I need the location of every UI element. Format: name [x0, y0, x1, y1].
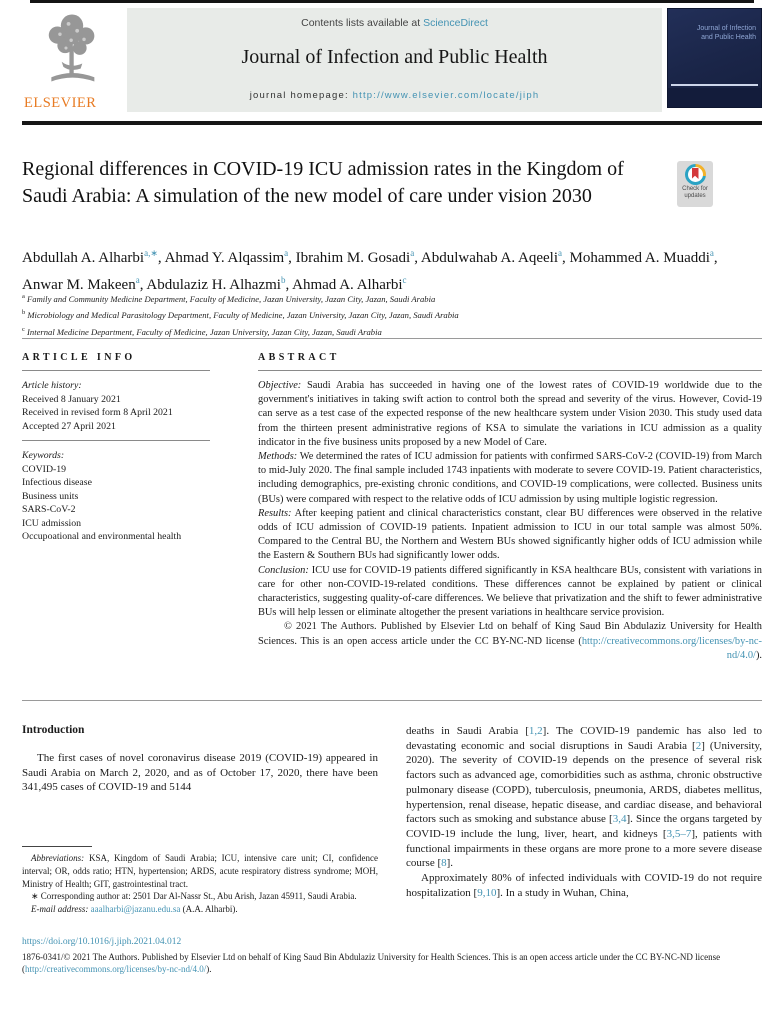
inline-link[interactable]: 3,4 — [612, 813, 627, 826]
text-segment: ] (University, 2020). The severity of COVID-19 depends on the presence of several risk factors such as advanced age, comorbidities such as asthma, chronic obstructive pulmonary disease (COPD), tuberculosis, pneumonia, ARDS, diabetes mellitus, hypertension, renal disease, hepatic disease, and cardiac disease, and behavioral factors such as smoking and substance abuse [ — [406, 739, 762, 826]
divider — [22, 700, 762, 701]
first-page-footnote — [22, 846, 378, 916]
abstract-section: Objective: Saudi Arabia has succeeded in having one of the lowest rates of COVID-19 worldwide due to the government's initiatives in taking swift action to control both the spread and severity of the virus. However, Covid-19 can serve as a test case of the expected response of the new healthcare system under Vision 2030. This study used data from the thirteen present administrative regions of KSA to simulate the variations in ICU admission as a quality indicator in the five business units proposed by a new Model of Care. — [258, 380, 762, 448]
masthead-center-panel — [127, 8, 662, 112]
introduction-heading: Introduction — [22, 724, 85, 736]
abstract-section-label: Methods: — [258, 451, 298, 463]
author-name: Ahmad Y. Alqassim — [164, 250, 285, 266]
journal-title: Journal of Infection and Public Health — [241, 46, 548, 68]
divider — [258, 370, 762, 371]
author-name: Mohammed A. Muaddi — [569, 250, 710, 266]
cover-divider — [671, 84, 758, 86]
inline-link[interactable]: 1,2 — [528, 725, 543, 737]
affiliation: $^c$ Internal Medicine Department, Faculty of Medicine, Jazan University, Jazan City, Jazan, Saudi Arabia — [22, 325, 382, 337]
author-name: Abdulaziz H. Alhazmi — [146, 277, 281, 293]
abstract-copyright — [258, 620, 762, 663]
text-segment: E-mail address: — [31, 904, 91, 915]
contents-line — [127, 8, 662, 29]
abstract-section-label: Objective: — [258, 380, 302, 391]
body-right-column — [406, 724, 762, 900]
author-affiliation-ref[interactable]: a — [284, 248, 289, 258]
list-item: Business units — [22, 490, 79, 502]
divider — [30, 0, 754, 3]
author-affiliation-ref[interactable]: b — [280, 275, 286, 285]
article-title: Regional differences in COVID-19 ICU admission rates in the Kingdom of Saudi Arabia: A simulation of the new model of care under vision 2030 — [22, 158, 624, 207]
author-affiliation-ref[interactable]: c — [402, 275, 407, 285]
text-segment: Approximately 80% of infected individuals with COVID-19 do not require hospitalization [ — [406, 872, 762, 899]
abstract-section-label: Results: — [258, 507, 292, 519]
divider — [22, 440, 210, 441]
intro-paragraph-continued — [406, 724, 762, 871]
homepage-prefix: journal homepage: — [249, 90, 353, 101]
text-segment: deaths in Saudi Arabia [ — [406, 725, 529, 737]
text-segment: KSA, Kingdom of Saudi Arabia; ICU, intensive care unit; CI, confidence interval; OR, odds ratio; HTN, hypertension; ARDS, acute respiratory distress syndrome; MOH, Ministry of Health; GIT, gastrointestinal tract. — [22, 853, 378, 889]
crossmark-icon — [685, 164, 706, 185]
author-name: Abdulwahab A. Aqeeli — [420, 250, 558, 266]
list-item: Infectious disease — [22, 477, 92, 488]
list-item: COVID-19 — [22, 463, 67, 475]
doi-link[interactable]: https://doi.org/10.1016/j.jiph.2021.04.012 — [22, 937, 182, 947]
authors-line: Abdullah A. Alharbi$^{a,∗}$, Ahmad Y. Alqassim$^a$, Ibrahim M. Gosadi$^a$, Abdulwahab A. Aqeeli$^a$, Mohammed A. Muaddi$^a$, Anwar M. Makeen$^a$, Abdulaziz H. Alhazmi$^b$, Ahmad A. Alharbi$^c$ — [22, 248, 718, 293]
affiliation-marker: c — [22, 325, 25, 333]
elsevier-tree-icon — [29, 8, 115, 88]
inline-link[interactable]: 3,5–7 — [666, 827, 692, 840]
sciencedirect-link[interactable]: ScienceDirect — [423, 17, 488, 29]
article-info-column — [22, 352, 210, 663]
list-item: Accepted 27 April 2021 — [22, 420, 116, 432]
text-segment: Abbreviations: — [31, 853, 85, 863]
journal-cover-thumbnail — [667, 8, 762, 108]
abstract-heading: ABSTRACT — [258, 352, 340, 363]
inline-link[interactable]: aaalharbi@jazanu.edu.sa — [90, 904, 181, 915]
issn-copyright-line — [22, 951, 762, 975]
author-affiliation-ref[interactable]: a,∗ — [144, 248, 158, 258]
keywords-list — [22, 463, 210, 544]
keywords-label: Keywords: — [22, 450, 65, 461]
article-info-heading: ARTICLE INFO — [22, 352, 136, 363]
affiliation-marker: b — [22, 309, 26, 317]
abstract-column — [258, 352, 762, 663]
inline-link[interactable]: http://creativecommons.org/licenses/by-nc-nd/4.0/ — [25, 964, 207, 974]
list-item: Occupoational and environmental health — [22, 531, 182, 542]
text-segment: ]. Since the organs targeted by COVID-19 include the lung, liver, heart, and kidneys [ — [406, 813, 762, 840]
abstract-section: Results: After keeping patient and clinical characteristics constant, clear BU differences were observed in the relative odds of ICU admission of COVID-19 patients. Inpatient admission to ICU in our total sample was almost 50%. Compared to the Central BU, the Northern and Western BUs showed significantly higher odds of ICU admission while the Eastern & Southern BUs had significantly lower odds. — [258, 507, 762, 562]
author-affiliation-ref[interactable]: a — [709, 248, 714, 258]
affiliation-marker: a — [22, 293, 25, 300]
inline-link[interactable]: 8 — [441, 857, 447, 870]
divider — [22, 370, 210, 371]
abstract-section-label: Conclusion: — [258, 564, 309, 576]
author-name: Ahmad A. Alharbi — [292, 277, 403, 293]
text-segment: ]. In a study in Wuhan, China, — [496, 886, 629, 899]
text-segment: ], patients with functional impairments in these organs are more prone to a more severe disease course [ — [406, 827, 762, 870]
author-name: Abdullah A. Alharbi — [22, 250, 145, 266]
list-item: ICU admission — [22, 517, 82, 529]
elsevier-logo — [22, 8, 122, 112]
affiliations — [22, 290, 722, 339]
page-footer — [22, 936, 762, 975]
elsevier-wordmark: ELSEVIER — [24, 95, 97, 111]
list-item: SARS-CoV-2 — [22, 504, 76, 515]
corresponding-author-note — [22, 890, 378, 903]
intro-paragraph: The first cases of novel coronavirus disease 2019 (COVID-19) appeared in Saudi Arabia on March 2, 2020, and as of October 17, 2020, there have been 341,495 cases of COVID-19 and 5144 — [22, 752, 378, 794]
contents-prefix: Contents lists available at — [301, 17, 424, 29]
abstract-section: Methods: We determined the rates of ICU admission for patients with confirmed SARS-CoV-2 (COVID-19) from March to mid-July 2020. The final sample included 1743 inpatients with moderate to severe COVID-19. Patient characteristics, including demographics, pre-existing chronic conditions, and COVID-19 complications, were collected. Business units (BUs) were compared with respect to the relative odds of ICU admission by using multiple logistic regression. — [258, 451, 762, 505]
text-segment: (A.A. Alharbi). — [180, 904, 238, 915]
list-item: Received 8 January 2021 — [22, 393, 121, 405]
author-affiliation-ref[interactable]: a — [410, 248, 415, 258]
text-segment: ]. — [446, 857, 454, 870]
text-segment: 1876-0341/© 2021 The Authors. Published by Elsevier Ltd on behalf of King Saud Bin Abdulaziz University for Health Sciences. This is an open access article under the CC BY-NC-ND license ( — [22, 952, 721, 974]
history-label: Article history: — [22, 380, 82, 391]
divider — [22, 121, 762, 125]
author-affiliation-ref[interactable]: a — [557, 248, 562, 258]
journal-masthead — [22, 8, 762, 112]
abstract-body — [258, 379, 762, 620]
author-name: Anwar M. Makeen — [22, 277, 136, 293]
text-segment: ). — [206, 964, 212, 974]
info-abstract-section — [22, 352, 762, 663]
homepage-url-link[interactable]: http://www.elsevier.com/locate/jiph — [352, 90, 540, 101]
history-list — [22, 393, 210, 434]
inline-link[interactable]: 9,10 — [477, 886, 497, 899]
cover-bottom-band — [668, 88, 761, 107]
check-for-updates-badge[interactable] — [677, 161, 713, 207]
abstract-section: Conclusion: ICU use for COVID-19 patients differed significantly in KSA healthcare BUs, consistent with variations in care for other non-COVID-19-related conditions. These differences cannot be explained by patient or clinical characteristics, suggesting quality-of-care differences. We believe that privatization and the shift to fewer administrative BUs will help lessen or eliminate altogether the present variations in healthcare service provision. — [258, 564, 762, 619]
author-affiliation-ref[interactable]: a — [135, 275, 140, 285]
homepage-line — [127, 90, 662, 101]
author-name: Ibrahim M. Gosadi — [295, 250, 411, 266]
inline-link[interactable]: 2 — [695, 739, 702, 752]
abbreviations-note — [22, 852, 378, 890]
affiliation: $^b$ Microbiology and Medical Parasitology Department, Faculty of Medicine, Jazan University, Jazan City, Jazan, Saudi Arabia — [22, 309, 459, 321]
affiliation: $^a$ Family and Community Medicine Department, Faculty of Medicine, Jazan University, Jazan City, Jazan, Saudi Arabia — [22, 293, 436, 304]
footnote-rule — [22, 846, 92, 847]
text-segment: ]. The COVID-19 pandemic has also led to devastating economic and social disruptions in Saudi Arabia [ — [406, 725, 762, 752]
text-segment: © 2021 The Authors. Published by Elsevier Ltd on behalf of King Saud Bin Abdulaziz University for Health Sciences. This is an open access article under the CC BY-NC-ND license ( — [258, 621, 762, 647]
check-for-updates-label: Check for updates — [682, 186, 708, 199]
text-segment: ). — [755, 649, 762, 661]
cover-title: Journal of Infection and Public Health — [696, 25, 756, 41]
text-segment: ∗ Corresponding author at: 2501 Dar Al-Nassr St., Abu Arish, Jazan 45911, Saudi Arabia. — [31, 891, 357, 902]
list-item: Received in revised form 8 April 2021 — [22, 407, 173, 418]
email-note — [22, 903, 378, 916]
divider — [22, 338, 762, 339]
inline-link[interactable]: http://creativecommons.org/licenses/by-nc-nd/4.0/ — [581, 635, 762, 661]
intro-paragraph-2 — [406, 871, 762, 900]
